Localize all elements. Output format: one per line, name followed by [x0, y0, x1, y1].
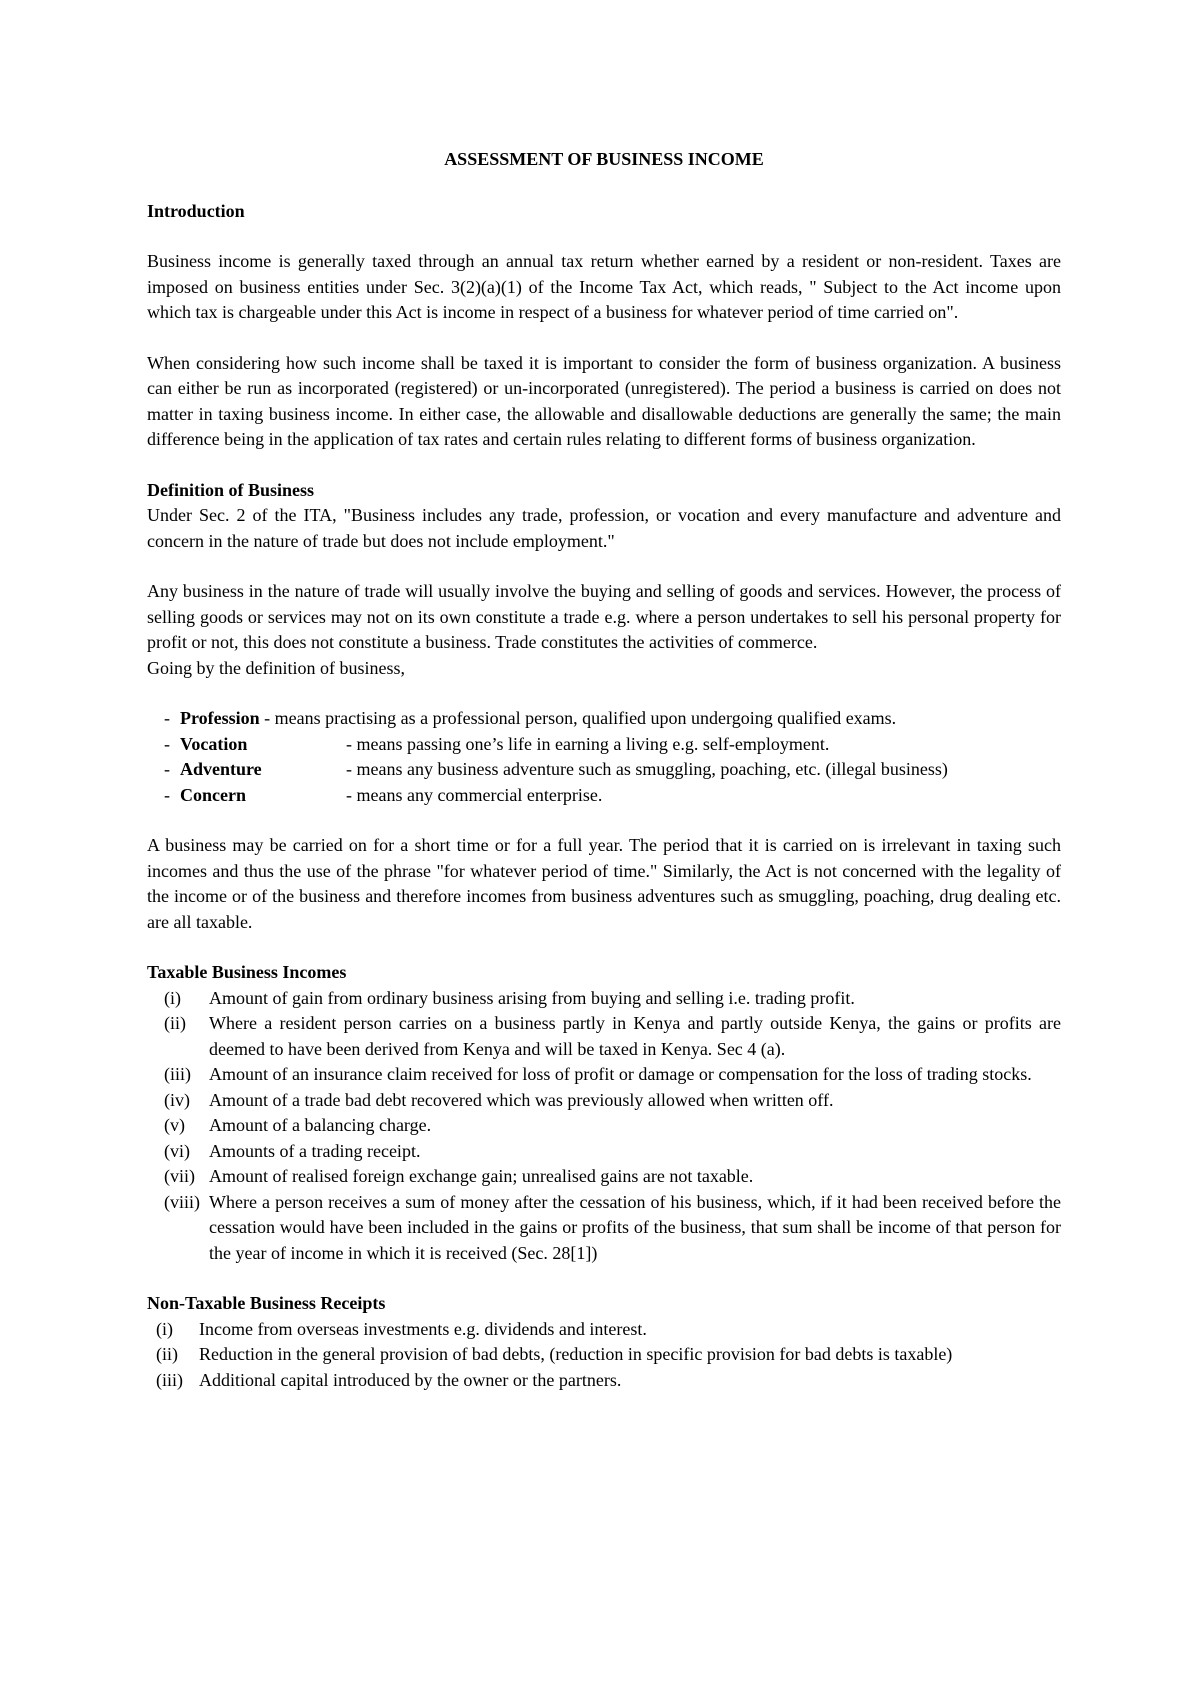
list-item — [164, 757, 1061, 783]
list-item — [147, 1062, 1061, 1088]
taxable-incomes-list — [147, 986, 1061, 1267]
list-item — [147, 1317, 1061, 1343]
list-number: (v) — [164, 1115, 185, 1135]
list-item — [147, 1113, 1061, 1139]
list-number: (ii) — [156, 1344, 178, 1364]
term-description: - means passing one’s life in earning a living e.g. self-employment. — [346, 733, 830, 754]
term-description: - means any commercial enterprise. — [346, 784, 603, 805]
list-text: Where a person receives a sum of money after the cessation of his business, which, if it had been received before the cessation would have been included in the gains or profits of the business, that sum shall be income of that person for the year of income in which it is received (Sec. 28[1]) — [209, 1191, 1061, 1263]
dash-bullet: - — [164, 759, 170, 779]
list-number: (vii) — [164, 1166, 195, 1186]
dash-bullet: - — [164, 784, 170, 805]
section-heading-definition: Definition of Business — [147, 479, 315, 500]
section-heading-nontaxable: Non-Taxable Business Receipts — [147, 1293, 386, 1313]
list-number: (iii) — [164, 1064, 191, 1084]
document-content — [147, 147, 1061, 1393]
list-item — [164, 706, 1061, 732]
list-text: Amount of realised foreign exchange gain; unrealised gains are not taxable. — [209, 1166, 754, 1186]
list-item — [147, 1342, 1061, 1368]
list-number: (ii) — [164, 1013, 186, 1033]
paragraph-definition-3: Going by the definition of business, — [147, 657, 405, 678]
list-text: Where a resident person carries on a business partly in Kenya and partly outside Kenya, the gains or profits are deemed to have been derived from Kenya and will be taxed in Kenya. Sec 4 (a). — [209, 1013, 1061, 1059]
list-text: Amount of an insurance claim received for loss of profit or damage or compensation for the loss of trading stocks. — [209, 1064, 1032, 1084]
list-number: (i) — [156, 1318, 173, 1339]
paragraph-intro-2: When considering how such income shall be taxed it is important to consider the form of business organization. A business can either be run as incorporated (registered) or un-incorporated (unregistered). The period a business is carried on does not matter in taxing business income. In either case, the allowable and disallowable deductions are generally the same; the main difference being in the application of tax rates and certain rules relating to different forms of business organization. — [147, 352, 1061, 449]
list-text: Reduction in the general provision of bad debts, (reduction in specific provision for bad debts is taxable) — [199, 1344, 953, 1364]
list-item — [147, 1368, 1061, 1394]
list-number: (vi) — [164, 1140, 190, 1161]
paragraph-definition-2: Any business in the nature of trade will usually involve the buying and selling of goods and services. However, the process of selling goods or services may not on its own constitute a trade e.g. where a person undertakes to sell his personal property for profit or not, this does not constitute a business. Trade constitutes the activities of commerce. — [147, 581, 1061, 652]
term-concern: Concern — [180, 784, 246, 805]
list-item — [147, 1164, 1061, 1190]
term-description: - means practising as a professional person, qualified upon undergoing qualified exams. — [259, 708, 897, 728]
list-item — [147, 1088, 1061, 1114]
list-text: Amount of a trade bad debt recovered which was previously allowed when written off. — [209, 1089, 834, 1110]
dash-bullet: - — [164, 733, 170, 754]
term-profession: Profession — [180, 708, 260, 728]
list-text: Income from overseas investments e.g. dividends and interest. — [199, 1318, 647, 1339]
paragraph-definition-4: A business may be carried on for a short time or for a full year. The period that it is carried on is irrelevant in taxing such incomes and thus the use of the phrase "for whatever period of time." Similarly, the Act is not concerned with the legality of the income or of the business and therefore incomes from business adventures such as smuggling, poaching, drug dealing etc. are all taxable. — [147, 835, 1061, 932]
list-text: Additional capital introduced by the owner or the partners. — [199, 1369, 622, 1390]
list-item — [147, 986, 1061, 1012]
paragraph-intro-1: Business income is generally taxed through an annual tax return whether earned by a resident or non-resident. Taxes are imposed on business entities under Sec. 3(2)(a)(1) of the Income Tax Act, which reads, " Subject to the Act income upon which tax is chargeable under this Act is income in respect of a business for whatever period of time carried on". — [147, 251, 1061, 322]
list-number: (viii) — [164, 1191, 200, 1212]
dash-bullet: - — [164, 708, 170, 728]
list-number: (iii) — [156, 1369, 183, 1390]
section-heading-taxable: Taxable Business Incomes — [147, 962, 347, 982]
nontaxable-receipts-list — [147, 1317, 1061, 1394]
list-item — [164, 732, 1061, 758]
term-description: - means any business adventure such as smuggling, poaching, etc. (illegal business) — [346, 759, 948, 779]
list-number: (iv) — [164, 1089, 190, 1110]
list-item — [147, 1190, 1061, 1267]
list-text: Amount of gain from ordinary business arising from buying and selling i.e. trading profit. — [209, 987, 855, 1008]
paragraph-definition-1: Under Sec. 2 of the ITA, "Business includes any trade, profession, or vocation and every manufacture and adventure and concern in the nature of trade but does not include employment." — [147, 505, 1061, 551]
business-terms-list — [164, 706, 1061, 808]
list-number: (i) — [164, 987, 181, 1008]
list-text: Amount of a balancing charge. — [209, 1115, 432, 1135]
term-vocation: Vocation — [180, 733, 248, 754]
list-item — [164, 783, 1061, 809]
section-heading-introduction: Introduction — [147, 200, 245, 221]
list-text: Amounts of a trading receipt. — [209, 1140, 421, 1161]
page-title: ASSESSMENT OF BUSINESS INCOME — [444, 149, 764, 169]
list-item — [147, 1011, 1061, 1062]
term-adventure: Adventure — [180, 759, 262, 779]
list-item — [147, 1139, 1061, 1165]
